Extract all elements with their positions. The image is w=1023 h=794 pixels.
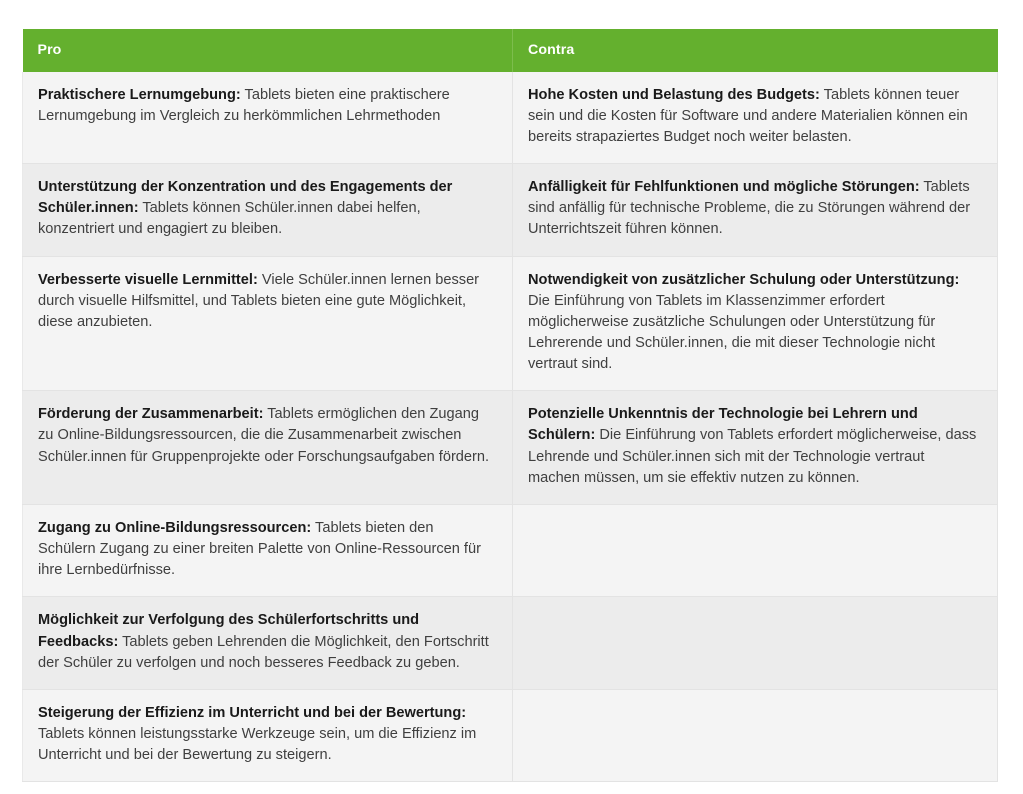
- table-cell-contra: [513, 256, 998, 391]
- column-header-contra: Contra: [513, 29, 998, 72]
- cell-body-text: Tablets können Schüler.innen dabei helfen, konzentriert und engagiert zu bleiben.: [38, 200, 421, 238]
- table-cell-pro: [23, 597, 513, 689]
- cell-body-text: Die Einführung von Tablets erfordert möglicherweise, dass Lehrende und Schüler.innen sich mit der Technologie vertraut machen müssen, um sie effektiv nutzen zu können.: [528, 427, 977, 486]
- table-cell-contra-empty: [513, 597, 998, 689]
- pro-contra-table-wrapper: [22, 29, 997, 782]
- table-row: [23, 597, 998, 689]
- table-cell-contra-empty: [513, 504, 998, 596]
- table-cell-pro: [23, 164, 513, 256]
- table-body: [23, 72, 998, 782]
- table-row: [23, 689, 998, 781]
- table-row: [23, 391, 998, 505]
- table-cell-contra: [513, 72, 998, 164]
- table-row: [23, 72, 998, 164]
- cell-body-text: Tablets können leistungsstarke Werkzeuge sein, um die Effizienz im Unterricht und bei der Bewertung zu steigern.: [38, 726, 477, 764]
- table-header: [23, 29, 998, 72]
- table-row: [23, 256, 998, 391]
- table-cell-contra-empty: [513, 689, 998, 781]
- cell-body-text: Tablets ermöglichen den Zugang zu Online-Bildungsressourcen, die die Zusammenarbeit zwischen Schüler.innen für Gruppenprojekte oder Forschungsaufgaben fördern.: [38, 406, 490, 465]
- table-cell-pro: [23, 391, 513, 505]
- table-cell-pro: [23, 689, 513, 781]
- cell-lead-label: Anfälligkeit für Fehlfunktionen und mögliche Störungen:: [528, 179, 920, 196]
- table-cell-contra: [513, 164, 998, 256]
- cell-body-text: Die Einführung von Tablets im Klassenzimmer erfordert möglicherweise zusätzliche Schulungen oder Unterstützung für Lehrerende und Schüler.innen, die mit dieser Technologie nicht vertraut sind.: [528, 292, 936, 373]
- table-row: [23, 164, 998, 256]
- cell-lead-label: Praktischere Lernumgebung:: [38, 86, 241, 103]
- cell-body-text: Tablets können teuer sein und die Kosten für Software und andere Materialien können ein bereits strapaziertes Budget noch weiter belasten.: [528, 86, 968, 145]
- cell-body-text: Tablets sind anfällig für technische Probleme, die zu Störungen während der Unterrichtszeit führen können.: [528, 179, 971, 238]
- table-row: [23, 504, 998, 596]
- cell-body-text: Viele Schüler.innen lernen besser durch visuelle Hilfsmittel, und Tablets bieten eine gute Möglichkeit, diese anzubieten.: [38, 271, 480, 330]
- cell-lead-label: Förderung der Zusammenarbeit:: [38, 406, 264, 423]
- cell-lead-label: Steigerung der Effizienz im Unterricht und bei der Bewertung:: [38, 704, 467, 721]
- cell-lead-label: Zugang zu Online-Bildungsressourcen:: [38, 519, 312, 536]
- cell-lead-label: Notwendigkeit von zusätzlicher Schulung oder Unterstützung:: [528, 271, 960, 288]
- table-cell-pro: [23, 72, 513, 164]
- cell-body-text: Tablets geben Lehrenden die Möglichkeit, den Fortschritt der Schüler zu verfolgen und noch besseres Feedback zu geben.: [38, 633, 489, 671]
- cell-body-text: Tablets bieten eine praktischere Lernumgebung im Vergleich zu herkömmlichen Lehrmethoden: [38, 86, 450, 124]
- cell-lead-label: Hohe Kosten und Belastung des Budgets:: [528, 86, 820, 103]
- table-cell-pro: [23, 256, 513, 391]
- table-header-row: [23, 29, 998, 72]
- cell-lead-label: Möglichkeit zur Verfolgung des Schülerfortschritts und Feedbacks:: [38, 612, 420, 650]
- cell-lead-label: Verbesserte visuelle Lernmittel:: [38, 271, 258, 288]
- cell-lead-label: Unterstützung der Konzentration und des Engagements der Schüler.innen:: [38, 179, 453, 217]
- table-cell-pro: [23, 504, 513, 596]
- table-cell-contra: [513, 391, 998, 505]
- pro-contra-table: [22, 29, 998, 782]
- column-header-pro: Pro: [23, 29, 513, 72]
- cell-lead-label: Potenzielle Unkenntnis der Technologie bei Lehrern und Schülern:: [528, 406, 918, 444]
- cell-body-text: Tablets bieten den Schülern Zugang zu einer breiten Palette von Online-Ressourcen für ihre Lernbedürfnisse.: [38, 519, 481, 579]
